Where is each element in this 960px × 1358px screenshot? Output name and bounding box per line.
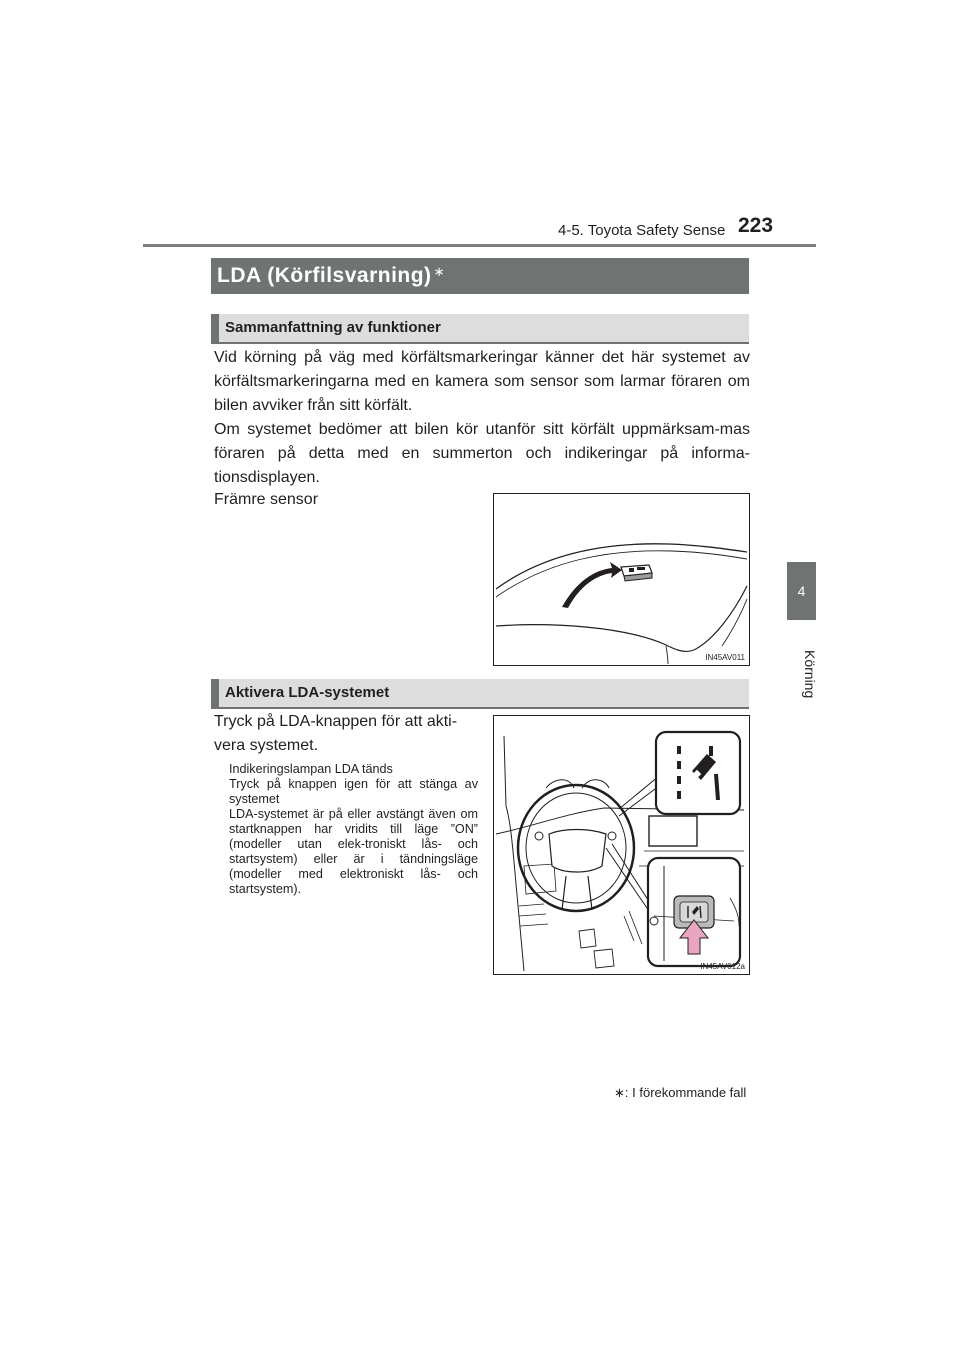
arrow-pointer-icon [562, 562, 622, 608]
lda-indicator-icon [656, 732, 740, 814]
footnote-marker: ∗ [614, 1085, 625, 1100]
windshield-illustration [494, 494, 749, 665]
footnote [614, 1085, 746, 1101]
note-press-again: Tryck på knappen igen för att stänga av systemet [229, 777, 478, 806]
title-footnote-marker: ∗ [433, 264, 445, 279]
chapter-label: Körning [802, 650, 818, 699]
note-indicator-lights: Indikeringslampan LDA tänds [229, 762, 393, 776]
figure-code: IN45AV011 [705, 653, 745, 662]
dashboard-illustration [494, 716, 749, 974]
summary-paragraph-2: Om systemet bedömer att bilen kör utanför sitt körfält uppmärksam-mas föraren på detta med en summerton och indikeringar på informa-tionsdisplayen. [214, 421, 750, 486]
activate-instruction: Tryck på LDA-knappen för att akti-vera systemet. [214, 713, 458, 754]
page-title-text: LDA (Körfilsvarning) [217, 264, 432, 287]
activate-notes [229, 762, 478, 897]
summary-paragraph-1: Vid körning på väg med körfältsmarkeringar känner det här systemet av körfältsmarkeringarna med en kamera som sensor som larmar föraren om bilen avviker från sitt körfält. [214, 349, 750, 414]
section-heading-activate: Aktivera LDA-systemet [211, 679, 749, 707]
camera-sensor-icon [621, 565, 652, 581]
page-number: 223 [738, 214, 774, 237]
header-rule [143, 244, 816, 247]
footnote-text: : I förekommande fall [624, 1085, 747, 1100]
figure-front-sensor [493, 493, 750, 666]
figure-lda-button [493, 715, 750, 975]
note-ignition: LDA-systemet är på eller avstängt även om startknappen har vridits till läge ”ON” (modeller utan elek-troniskt lås- och startsystem) eller är i tändningsläge (modeller med elektroniskt lås- och startsystem). [229, 807, 478, 896]
page-title [211, 258, 749, 294]
chapter-tab: 4 [787, 562, 816, 620]
figure-code: IN45AV012a [700, 962, 745, 971]
running-header-section: 4-5. Toyota Safety Sense [558, 222, 726, 239]
section-heading-summary: Sammanfattning av funktioner [211, 314, 749, 342]
figure-caption-front-sensor: Främre sensor [214, 491, 319, 508]
